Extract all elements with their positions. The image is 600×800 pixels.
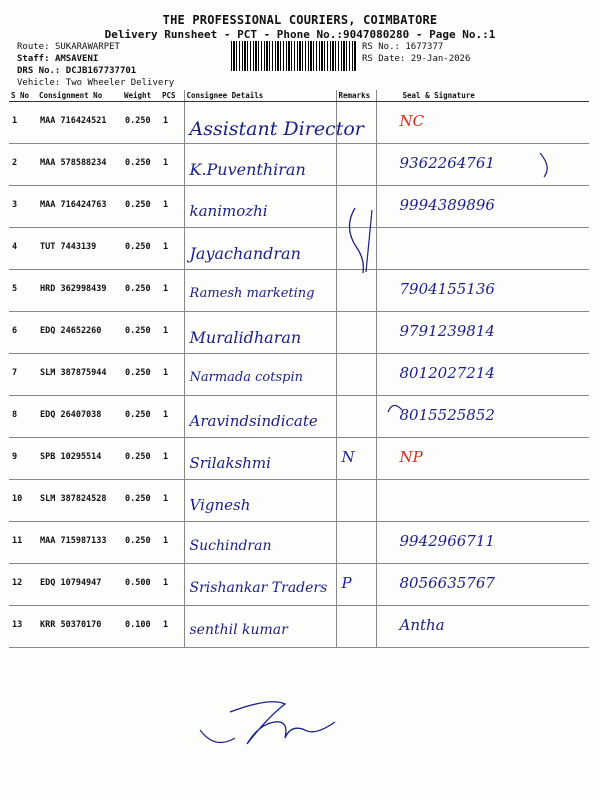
row-weight: 0.250 <box>122 228 160 270</box>
seal-handwriting: 9791239814 <box>399 322 495 340</box>
row-weight: 0.250 <box>122 270 160 312</box>
rs-date-label: RS Date: <box>362 54 406 64</box>
row-weight: 0.250 <box>122 396 160 438</box>
row-consignment: SPB 10295514 <box>37 438 122 480</box>
row-sno: 8 <box>9 396 37 438</box>
row-pcs: 1 <box>160 270 184 312</box>
row-pcs: 1 <box>160 312 184 354</box>
row-pcs: 1 <box>160 144 184 186</box>
row-sno: 3 <box>9 186 37 228</box>
consignee-handwriting: kanimozhi <box>189 202 268 220</box>
col-sno: S No <box>9 90 37 102</box>
row-pcs: 1 <box>160 522 184 564</box>
rs-no-label: RS No.: <box>362 42 400 52</box>
seal-handwriting: NP <box>399 448 423 466</box>
row-weight: 0.250 <box>122 312 160 354</box>
consignee-handwriting: Narmada cotspin <box>189 370 303 385</box>
consignee-handwriting: senthil kumar <box>189 622 288 638</box>
row-consignment: EDQ 26407038 <box>37 396 122 438</box>
row-weight: 0.500 <box>122 564 160 606</box>
company-title: THE PROFESSIONAL COURIERS, COIMBATORE <box>162 13 438 27</box>
row-sno: 7 <box>9 354 37 396</box>
row-consignment: SLM 387824528 <box>37 480 122 522</box>
row-consignment: MAA 716424521 <box>37 102 122 144</box>
seal-handwriting: NC <box>399 112 425 130</box>
col-remarks: Remarks <box>336 90 376 102</box>
seal-handwriting: 9994389896 <box>399 196 495 214</box>
row-pcs: 1 <box>160 186 184 228</box>
drs-value: DCJB167737701 <box>65 66 137 76</box>
row-sno: 12 <box>9 564 37 606</box>
row-sno: 1 <box>9 102 37 144</box>
row-consignment: EDQ 10794947 <box>37 564 122 606</box>
row-sno: 11 <box>9 522 37 564</box>
consignee-handwriting: Ramesh marketing <box>189 286 315 301</box>
col-pcs: PCS <box>160 90 184 102</box>
row-sno: 6 <box>9 312 37 354</box>
row-consignment: TUT 7443139 <box>37 228 122 270</box>
route-label: Route: <box>17 42 50 52</box>
row-sno: 4 <box>9 228 37 270</box>
consignee-handwriting: K.Puventhiran <box>189 160 306 179</box>
remarks-handwriting: P <box>341 574 352 592</box>
consignee-handwriting: Srilakshmi <box>189 454 271 472</box>
row-pcs: 1 <box>160 102 184 144</box>
route-value: SUKARAWARPET <box>54 42 120 52</box>
drs-label: DRS No.: <box>17 66 61 76</box>
rs-date-value: 29-Jan-2026 <box>410 54 471 64</box>
row-consignment: MAA 715987133 <box>37 522 122 564</box>
row-sno: 5 <box>9 270 37 312</box>
remarks-handwriting: N <box>341 448 355 466</box>
row-consignment: MAA 578588234 <box>37 144 122 186</box>
row-pcs: 1 <box>160 396 184 438</box>
row-weight: 0.250 <box>122 522 160 564</box>
row-consignment: MAA 716424763 <box>37 186 122 228</box>
consignee-handwriting: Srishankar Traders <box>189 580 328 596</box>
footer-signature <box>230 702 335 744</box>
rs-no-value: 1677377 <box>405 42 444 52</box>
row-weight: 0.250 <box>122 480 160 522</box>
row-pcs: 1 <box>160 354 184 396</box>
consignee-handwriting: Assistant Director <box>189 118 364 140</box>
row-consignment: HRD 362998439 <box>37 270 122 312</box>
consignee-handwriting: Vignesh <box>189 496 251 514</box>
row-pcs: 1 <box>160 438 184 480</box>
seal-handwriting: 8056635767 <box>399 574 495 592</box>
row-sno: 2 <box>9 144 37 186</box>
seal-handwriting: 9362264761 <box>399 154 495 172</box>
row-pcs: 1 <box>160 480 184 522</box>
row-sno: 13 <box>9 606 37 648</box>
col-consignment: Consignment No <box>37 90 122 102</box>
staff-label: Staff: <box>17 54 50 64</box>
consignee-handwriting: Suchindran <box>189 538 272 554</box>
row-weight: 0.250 <box>122 438 160 480</box>
row-weight: 0.250 <box>122 144 160 186</box>
row-weight: 0.250 <box>122 102 160 144</box>
row-weight: 0.250 <box>122 186 160 228</box>
vehicle-value: Two Wheeler Delivery <box>65 78 175 88</box>
seal-handwriting: 8012027214 <box>399 364 495 382</box>
seal-handwriting: 7904155136 <box>399 280 495 298</box>
runsheet-subtitle: Delivery Runsheet - PCT - Phone No.:9047080280 - Page No.:1 <box>104 28 496 41</box>
row-consignment: EDQ 24652260 <box>37 312 122 354</box>
col-seal: Seal & Signature <box>376 90 589 102</box>
row-sno: 9 <box>9 438 37 480</box>
row-consignment: KRR 50370170 <box>37 606 122 648</box>
row-weight: 0.250 <box>122 354 160 396</box>
consignee-handwriting: Jayachandran <box>189 244 301 263</box>
row-pcs: 1 <box>160 564 184 606</box>
seal-handwriting: 8015525852 <box>399 406 495 424</box>
row-pcs: 1 <box>160 606 184 648</box>
seal-handwriting: Antha <box>399 616 445 634</box>
staff-value: AMSAVENI <box>54 54 99 64</box>
row-pcs: 1 <box>160 228 184 270</box>
row-consignment: SLM 387875944 <box>37 354 122 396</box>
col-consignee: Consignee Details <box>184 90 336 102</box>
vehicle-label: Vehicle: <box>17 78 61 88</box>
consignee-handwriting: Muralidharan <box>189 328 302 347</box>
col-weight: Weight <box>122 90 160 102</box>
row-sno: 10 <box>9 480 37 522</box>
seal-handwriting: 9942966711 <box>399 532 495 550</box>
row-weight: 0.100 <box>122 606 160 648</box>
consignee-handwriting: Aravindsindicate <box>189 412 318 430</box>
